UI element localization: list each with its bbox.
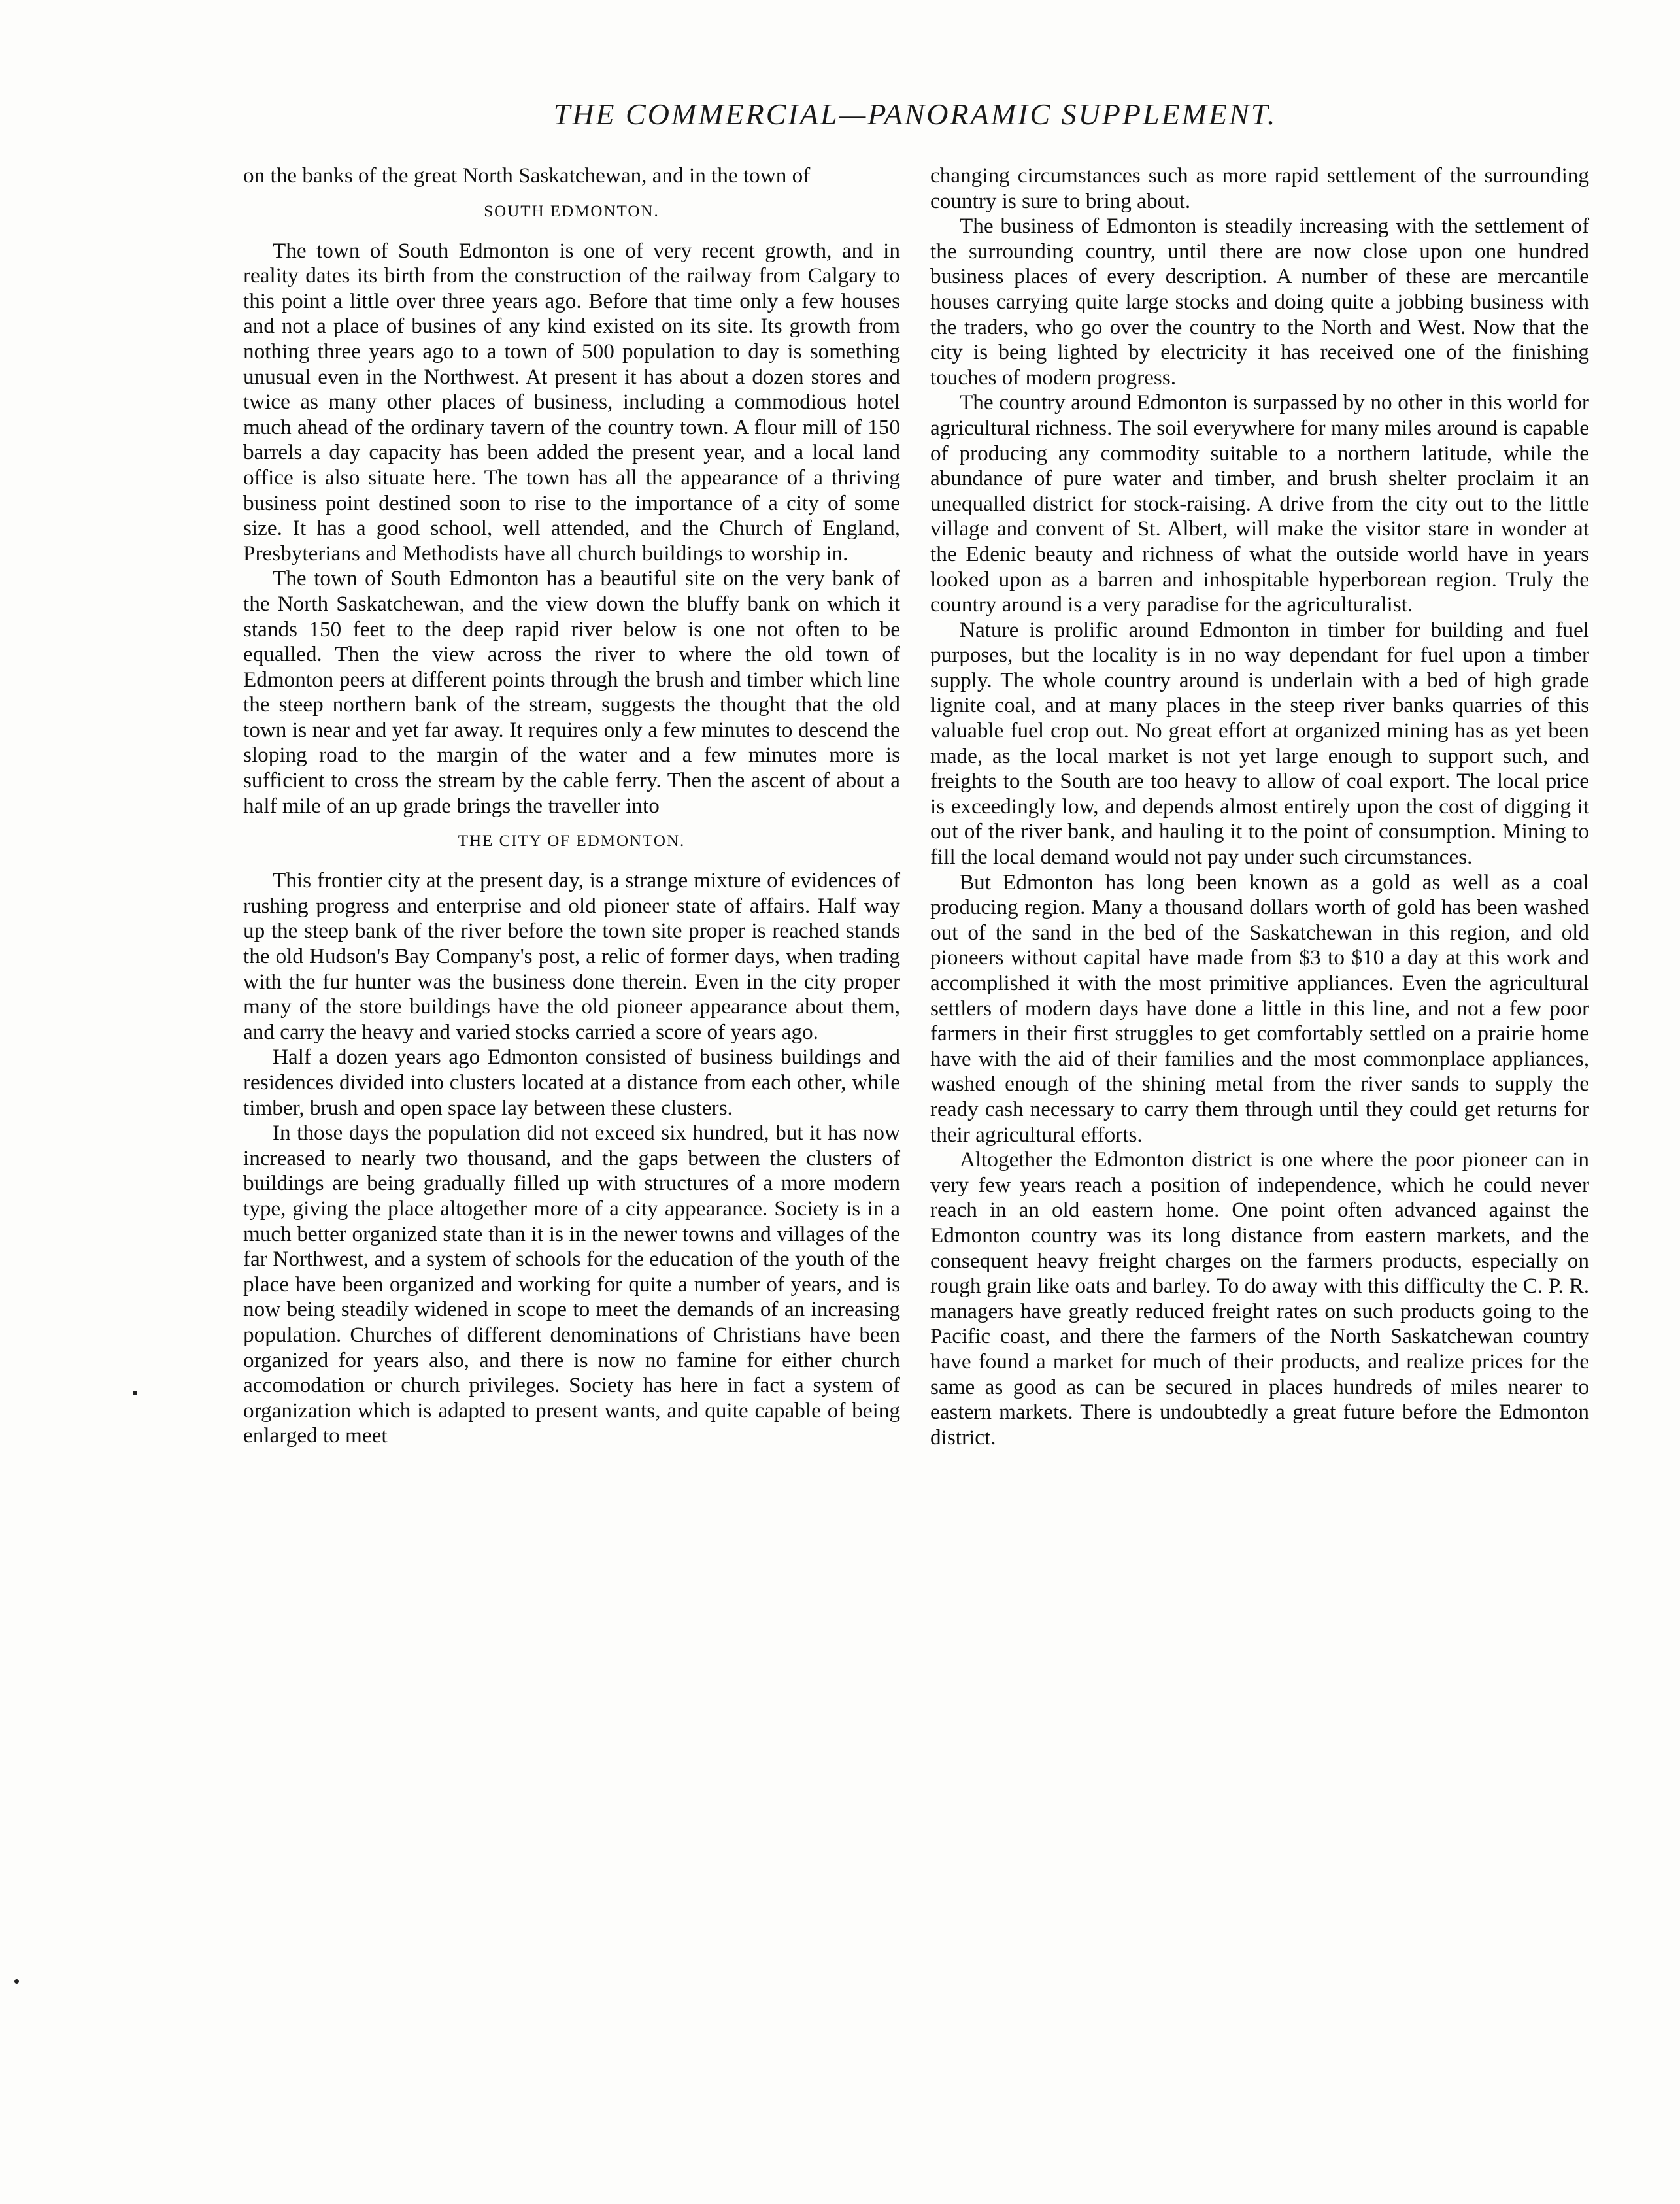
right-column [930, 163, 1589, 1450]
running-title: THE COMMERCIAL—PANORAMIC SUPPLEMENT. [553, 97, 1277, 131]
print-speck [133, 1391, 137, 1395]
page-header [0, 97, 1680, 131]
section-heading-city-of-edmonton: THE CITY OF EDMONTON. [458, 832, 686, 851]
paragraph: The town of South Edmonton is one of very recent growth, and in reality dates its birth from the construction of the railway from Calgary to this point a little over three years ago. Before that time only a few houses and not a place of busines of any kind existed on its site. Its growth from nothing three years ago to a town of 500 population to day is something unusual even in the Northwest. At present it has about a dozen stores and twice as many other places of business, including a commodious hotel much ahead of the ordinary tavern of the country town. A flour mill of 150 barrels a day capacity has been added the present year, and a local land office is also situate here. The town has all the appearance of a thriving business point destined soon to rise to the importance of a city of some size. It has a good school, well attended, and the Church of England, Presbyterians and Methodists have all church buildings to worship in. [243, 238, 900, 566]
paragraph: The business of Edmonton is steadily increasing with the settlement of the surrounding country, until there are now close upon one hundred business places of every description. A number of these are mercantile houses carrying quite large stocks and doing quite a jobbing business with the traders, who go over the country to the North and West. Now that the city is being lighted by electricity it has received one of the finishing touches of modern progress. [930, 214, 1589, 390]
paragraph: The town of South Edmonton has a beautiful site on the very bank of the North Saskatchewan, and the view down the bluffy bank on which it stands 150 feet to the deep rapid river below is one not often to be equalled. Then the view across the river to where the old town of Edmonton peers at different points through the brush and timber which line the steep northern bank of the stream, suggests the thought that the old town is near and yet far away. It requires only a few minutes to descend the sloping road to the margin of the water and a few minutes more is sufficient to cross the stream by the cable ferry. Then the ascent of about a half mile of an up grade brings the traveller into [243, 566, 900, 818]
left-column [243, 163, 900, 1449]
intro-paragraph: on the banks of the great North Saskatchewan, and in the town of [243, 163, 811, 188]
continuation-paragraph: changing circumstances such as more rapid settlement of the surrounding country is sure to bring about. [930, 163, 1589, 213]
paragraph: Half a dozen years ago Edmonton consisted of business buildings and residences divided into clusters located at a distance from each other, while timber, brush and open space lay between these clusters. [243, 1045, 900, 1120]
paragraph: But Edmonton has long been known as a gold as well as a coal producing region. Many a thousand dollars worth of gold has been washed out of the sand in the bed of the Saskatchewan in this region, and old pioneers without capital have made from $3 to $10 a day at this work and accomplished it with the most primitive appliances. Even the agricultural settlers of modern days have done a little in this line, and not a few poor farmers in their first struggles to get comfortably settled on a prairie home have with the aid of their families and the most commonplace appliances, washed enough of the shining metal from the river sands to supply the ready cash necessary to carry them through until they could get returns for their agricultural efforts. [930, 870, 1589, 1147]
paragraph: The country around Edmonton is surpassed by no other in this world for agricultural richness. The soil everywhere for many miles around is capable of producing any commodity suitable to a northern latitude, while the abundance of pure water and timber, and brush shelter proclaim it an unequalled district for stock-raising. A drive from the city out to the little village and convent of St. Albert, will make the visitor stare in wonder at the Edenic beauty and richness of what the outside world have in years looked upon as a barren and inhospitable hyperborean region. Truly the country around is a very paradise for the agriculturalist. [930, 390, 1589, 617]
paragraph: In those days the population did not exceed six hundred, but it has now increased to nearly two thousand, and the gaps between the clusters of buildings are being gradually filled up with structures of a more modern type, giving the place altogether more of a city appearance. Society is in a much better organized state than it is in the newer towns and villages of the far Northwest, and a system of schools for the education of the youth of the place have been organized and working for quite a number of years, and is now being steadily widened in scope to meet the demands of an increasing population. Churches of different denominations of Christians have been organized for years also, and there is now no famine for either church accomodation or church privileges. Society has here in fact a system of organization which is adapted to present wants, and quite capable of being enlarged to meet [243, 1121, 900, 1448]
paragraph: Altogether the Edmonton district is one where the poor pioneer can in very few years reach a position of independence, which he could never reach in an old eastern home. One point often advanced against the Edmonton country was its long distance from eastern markets, and the consequent heavy freight charges on the farmers products, especially on rough grain like oats and barley. To do away with this difficulty the C. P. R. managers have greatly reduced freight rates on such products going to the Pacific coast, and there the farmers of the North Saskatchewan country have found a market for much of their products, and realize prices for the same as good as can be secured in places hundreds of miles nearer to eastern markets. There is undoubtedly a great future before the Edmonton district. [930, 1147, 1589, 1450]
paragraph: This frontier city at the present day, is a strange mixture of evidences of rushing progress and enterprise and old pioneer state of affairs. Half way up the steep bank of the river before the town site proper is reached stands the old Hudson's Bay Company's post, a relic of former days, when trading with the fur hunter was the business done therein. Even in the city proper many of the store buildings have the old pioneer appearance about them, and carry the heavy and varied stocks carried a score of years ago. [243, 868, 900, 1044]
paragraph: Nature is prolific around Edmonton in timber for building and fuel purposes, but the locality is in no way dependant for fuel upon a timber supply. The whole country around is underlain with a bed of high grade lignite coal, and at many places in the steep river banks quarries of this valuable fuel crop out. No great effort at organized mining has as yet been made, as the local market is not yet large enough to support such, and freights to the South are too heavy to allow of coal export. The local price is exceedingly low, and depends almost entirely upon the cost of digging it out of the river bank, and hauling it to the point of consumption. Mining to fill the local demand would not pay under such circumstances. [930, 617, 1589, 870]
print-speck [14, 1979, 19, 1984]
section-heading-south-edmonton: SOUTH EDMONTON. [484, 202, 660, 220]
